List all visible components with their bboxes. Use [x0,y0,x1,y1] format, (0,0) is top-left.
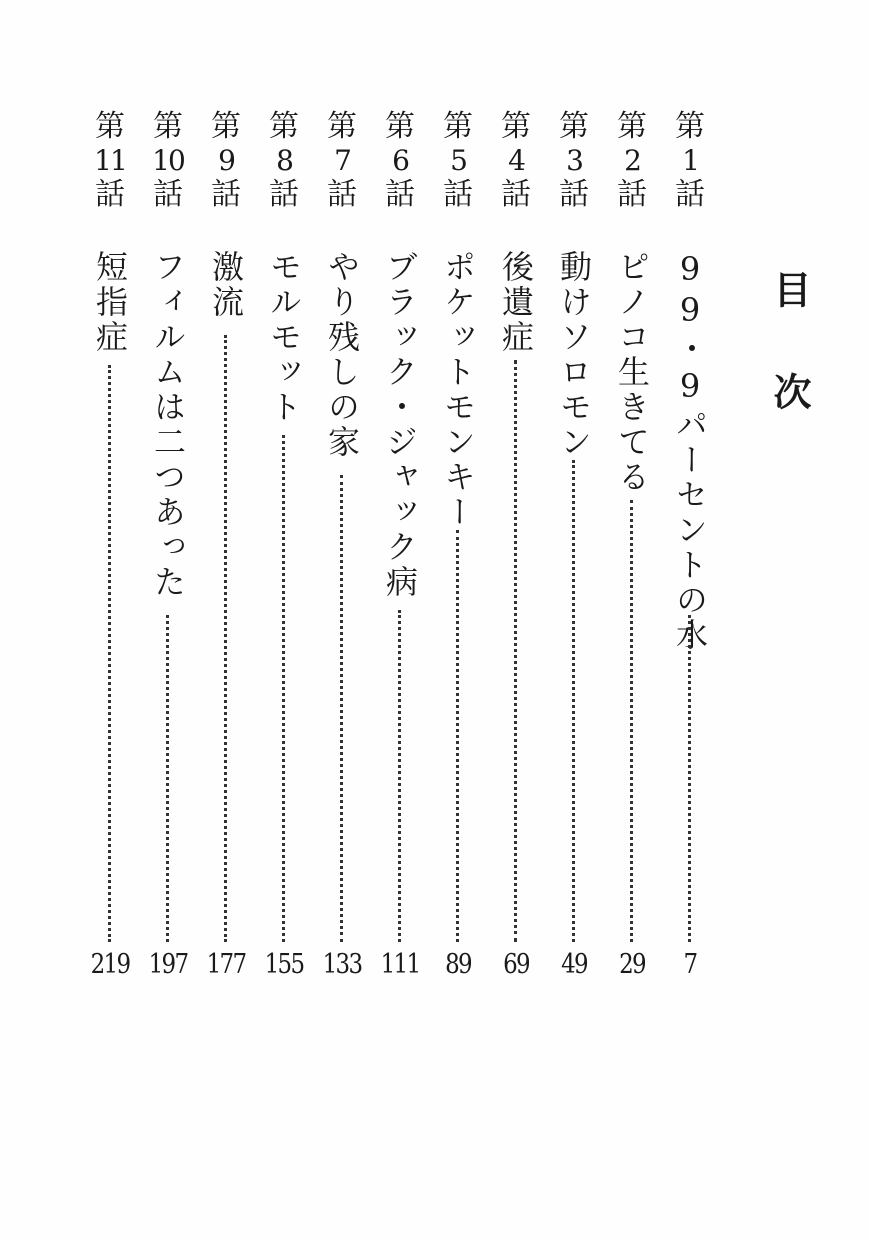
chapter-prefix: 第 [211,109,241,144]
page-number: 7 [683,949,697,980]
chapter-prefix: 第 [95,109,125,144]
dot-leader [514,360,517,942]
page-number: 133 [322,949,362,980]
page-number: 197 [148,949,188,980]
chapter-number: 1 [682,144,698,177]
toc-entry-2[interactable] [608,110,656,980]
chapter-prefix: 第 [443,109,473,144]
chapter-label [318,110,366,212]
dot-leader [340,475,343,942]
toc-entry-4[interactable] [492,110,540,980]
chapter-prefix: 第 [617,109,647,144]
chapter-title: やり残しの家 [323,250,361,460]
chapter-number: 5 [450,144,466,177]
chapter-suffix: 話 [617,177,647,212]
page-number: 49 [561,949,587,980]
chapter-label [666,110,714,212]
chapter-number: 8 [276,144,292,177]
chapter-prefix: 第 [559,109,589,144]
chapter-title: モルモット [265,250,303,425]
chapter-label [608,110,656,212]
chapter-suffix: 話 [269,177,299,212]
dot-leader [398,610,401,942]
chapter-suffix: 話 [211,177,241,212]
dot-leader [108,365,111,942]
chapter-suffix: 話 [153,177,183,212]
toc-entry-8[interactable] [260,110,308,980]
dot-leader [282,435,285,942]
chapter-label [144,110,192,212]
chapter-prefix: 第 [501,109,531,144]
dot-leader [630,500,633,942]
chapter-title: ポケットモンキー [439,250,477,530]
chapter-title: ピノコ生きてる [613,250,651,495]
chapter-prefix: 第 [675,109,705,144]
chapter-number: 7 [334,144,350,177]
chapter-title: 99・9パーセントの水 [671,250,709,653]
chapter-label [550,110,598,212]
chapter-suffix: 話 [675,177,705,212]
chapter-number: 11 [94,144,126,177]
chapter-suffix: 話 [327,177,357,212]
toc-entry-5[interactable] [434,110,482,980]
chapter-prefix: 第 [327,109,357,144]
page-number: 155 [264,949,304,980]
toc-entry-9[interactable] [202,110,250,980]
toc-entry-10[interactable] [144,110,192,980]
toc-entry-6[interactable] [376,110,424,980]
page-number: 219 [90,949,130,980]
page-title: 目次 [767,270,812,474]
page-number: 177 [206,949,246,980]
chapter-number: 9 [218,144,234,177]
chapter-suffix: 話 [501,177,531,212]
chapter-title: ブラック・ジャック病 [381,250,419,600]
page-number: 69 [503,949,529,980]
dot-leader [688,615,691,942]
page-number: 89 [445,949,471,980]
chapter-title: 後遺症 [497,250,535,355]
toc-entry-11[interactable] [86,110,134,980]
chapter-label [260,110,308,212]
chapter-suffix: 話 [95,177,125,212]
dot-leader [166,615,169,942]
chapter-prefix: 第 [385,109,415,144]
dot-leader [224,335,227,942]
chapter-label [86,110,134,212]
chapter-title: フィルムは二つあった [149,250,187,600]
toc-entry-3[interactable] [550,110,598,980]
chapter-title: 短指症 [91,250,129,355]
dot-leader [456,530,459,942]
dot-leader [572,460,575,942]
chapter-title: 動けソロモン [555,250,593,460]
chapter-number: 3 [566,144,582,177]
page-number: 29 [619,949,645,980]
chapter-title: 激流 [207,250,245,320]
chapter-label [202,110,250,212]
chapter-suffix: 話 [443,177,473,212]
chapter-number: 4 [508,144,524,177]
chapter-number: 6 [392,144,408,177]
toc-entries [80,110,720,990]
chapter-suffix: 話 [559,177,589,212]
chapter-label [376,110,424,212]
chapter-label [434,110,482,212]
chapter-label [492,110,540,212]
page-number: 111 [380,949,420,980]
chapter-suffix: 話 [385,177,415,212]
toc-entry-7[interactable] [318,110,366,980]
chapter-prefix: 第 [269,109,299,144]
chapter-number: 2 [624,144,640,177]
chapter-prefix: 第 [153,109,183,144]
toc-entry-1[interactable] [666,110,714,980]
chapter-number: 10 [152,144,184,177]
